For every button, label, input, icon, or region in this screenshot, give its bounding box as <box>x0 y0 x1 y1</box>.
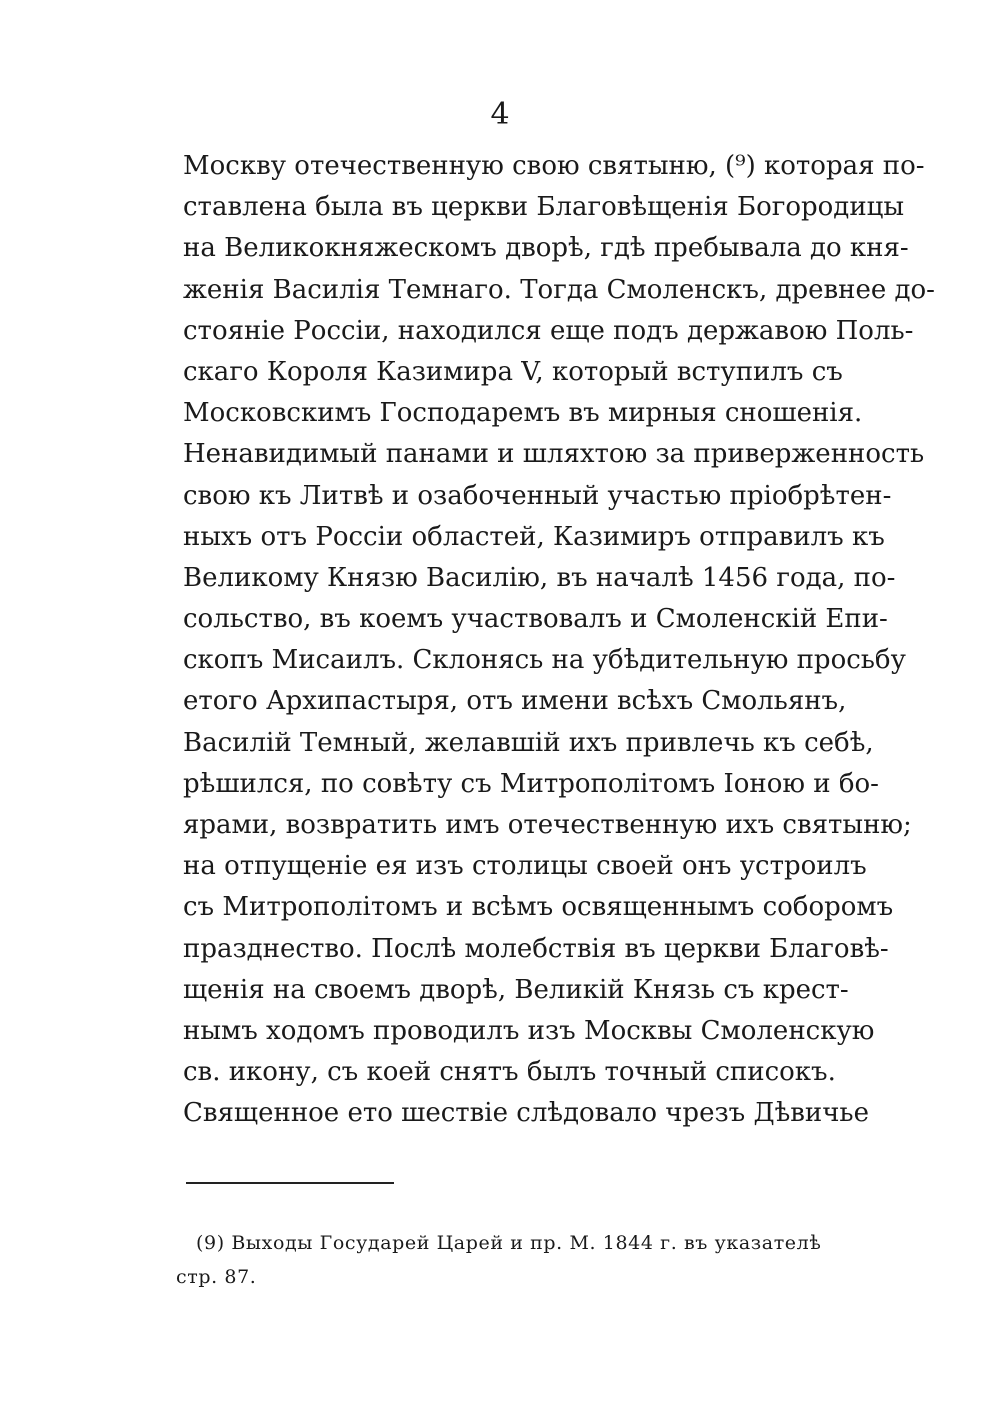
text-line: на Великокняжескомъ дворѣ, гдѣ пребывала до кня- <box>183 233 909 264</box>
text-line: сольство, въ коемъ участвовалъ и Смоленскій Епи- <box>183 604 888 635</box>
text-line: св. икону, съ коей снятъ былъ точный списокъ. <box>183 1057 836 1088</box>
text-line: рѣшился, по совѣту съ Митрополітомъ Іоною и бо- <box>183 768 879 799</box>
text-line: скопъ Мисаилъ. Склонясь на убѣдительную просьбу <box>183 645 906 676</box>
text-line: ставлена была въ церкви Благовѣщенія Богородицы <box>183 192 905 223</box>
text-line: Москву отечественную свою святыню, (⁹) которая по- <box>183 151 925 181</box>
body-text <box>183 146 935 1135</box>
text-line: стояніе Россіи, находился еще подъ державою Поль- <box>183 315 914 346</box>
text-line: скаго Короля Казимира V, который вступилъ съ <box>183 356 843 387</box>
footnote-divider <box>186 1182 394 1184</box>
text-line: нымъ ходомъ проводилъ изъ Москвы Смоленскую <box>183 1015 875 1046</box>
text-line: съ Митрополітомъ и всѣмъ освященнымъ соборомъ <box>183 892 894 923</box>
text-line: етого Архипастыря, отъ имени всѣхъ Смольянъ, <box>183 686 847 717</box>
text-line: ныхъ отъ Россіи областей, Казимиръ отправилъ къ <box>183 521 885 552</box>
text-line: Московскимъ Господаремъ въ мирныя сношенія. <box>183 398 863 429</box>
footnote <box>176 1226 822 1294</box>
text-line: на отпущеніе ея изъ столицы своей онъ устроилъ <box>183 851 867 882</box>
page-number: 4 <box>490 97 510 132</box>
text-line: щенія на своемъ дворѣ, Великій Князь съ крест- <box>183 974 849 1005</box>
footnote-line: стр. 87. <box>176 1266 257 1288</box>
text-line: Василій Темный, желавшій ихъ привлечь къ себѣ, <box>183 727 874 758</box>
text-line: Священное ето шествіе слѣдовало чрезъ Дѣвичье <box>183 1098 869 1129</box>
text-line: Великому Князю Василію, въ началѣ 1456 года, по- <box>183 562 896 593</box>
text-line: ярами, возвратить имъ отечественную ихъ святыню; <box>183 810 912 840</box>
text-line: женія Василія Темнаго. Тогда Смоленскъ, древнее до- <box>183 274 935 305</box>
footnote-line: (9) Выходы Государей Царей и пр. М. 1844 г. въ указателѣ <box>196 1232 822 1254</box>
text-line: Ненавидимый панами и шляхтою за приверженность <box>183 439 925 470</box>
text-line: свою къ Литвѣ и озабоченный участью пріобрѣтен- <box>183 480 892 511</box>
text-line: празднество. Послѣ молебствія въ церкви Благовѣ- <box>183 933 889 964</box>
